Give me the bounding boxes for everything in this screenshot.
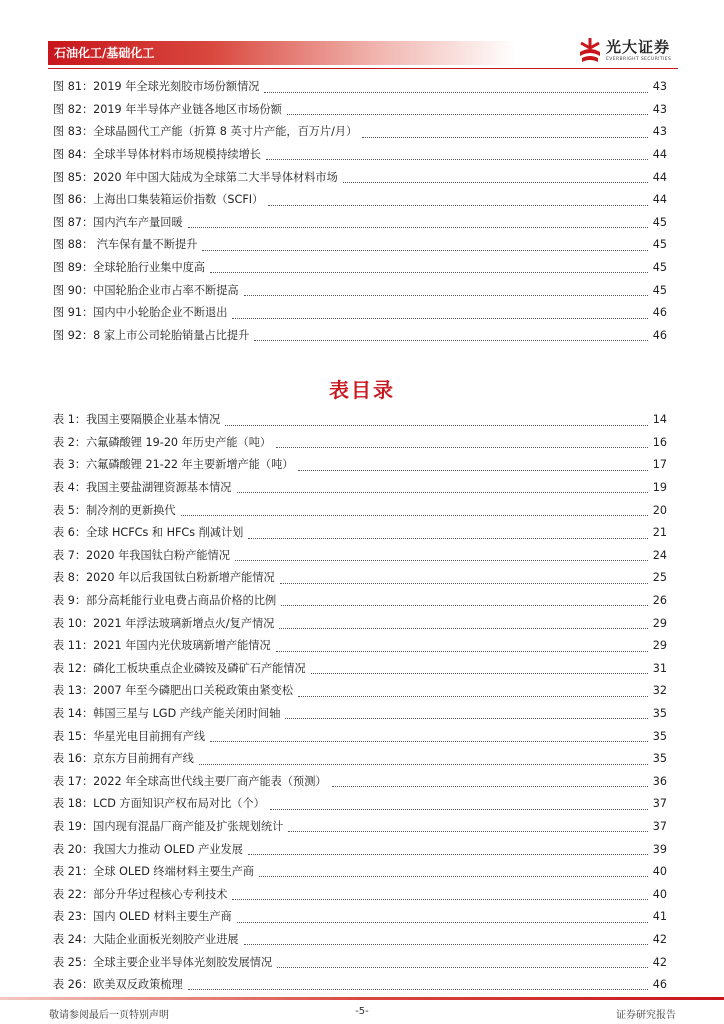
toc-entry-page: 45	[652, 283, 667, 297]
table-toc-entry[interactable]	[53, 567, 667, 590]
dot-leader	[311, 672, 648, 674]
toc-entry-page: 14	[652, 413, 667, 427]
dot-leader	[268, 204, 648, 206]
dot-leader	[277, 966, 648, 968]
dot-leader	[244, 943, 648, 945]
table-toc-entry[interactable]	[53, 522, 667, 545]
figure-toc-entry[interactable]	[53, 121, 667, 144]
dot-leader	[232, 898, 648, 900]
dot-leader	[266, 158, 648, 160]
table-toc-entry[interactable]	[53, 658, 667, 681]
dot-leader	[362, 136, 648, 138]
table-toc-entry[interactable]	[53, 612, 667, 635]
figure-toc-entry[interactable]	[53, 189, 667, 212]
toc-entry-label: 表 19：国内现有混晶厂商产能及扩张规划统计	[53, 819, 284, 833]
figure-toc-entry[interactable]	[53, 144, 667, 167]
page-footer	[0, 1006, 724, 1022]
figure-toc-entry[interactable]	[53, 212, 667, 235]
dot-leader	[188, 988, 648, 990]
table-toc-entry[interactable]	[53, 680, 667, 703]
toc-entry-label: 表 25：全球主要企业半导体光刻胶发展情况	[53, 955, 273, 969]
table-toc-entry[interactable]	[53, 545, 667, 568]
table-toc-entry[interactable]	[53, 703, 667, 726]
footer-disclaimer: 敬请参阅最后一页特别声明	[49, 1010, 169, 1021]
dot-leader	[287, 113, 648, 115]
toc-entry-page: 40	[652, 887, 667, 901]
dot-leader	[285, 717, 648, 719]
table-toc-entry[interactable]	[53, 861, 667, 884]
toc-entry-label: 图 82：2019 年半导体产业链各地区市场份额	[53, 102, 282, 116]
toc-entry-label: 表 20：我国大力推动 OLED 产业发展	[53, 842, 243, 856]
toc-entry-label: 图 87：国内汽车产量回暖	[53, 215, 183, 229]
dot-leader	[332, 785, 648, 787]
toc-entry-page: 32	[652, 684, 667, 698]
dot-leader	[232, 317, 648, 319]
dot-leader	[188, 226, 648, 228]
page-number: -5-	[355, 1006, 369, 1017]
header-category: 石油化工/基础化工	[54, 46, 155, 60]
toc-entry-label: 表 6：全球 HCFCs 和 HFCs 削减计划	[53, 526, 244, 540]
table-toc-entry[interactable]	[53, 477, 667, 500]
company-logo	[578, 36, 690, 68]
toc-entry-label: 表 17：2022 年全球高世代线主要厂商产能表（预测）	[53, 774, 327, 788]
toc-entry-page: 43	[652, 125, 667, 139]
table-toc-entry[interactable]	[53, 793, 667, 816]
table-toc-entry[interactable]	[53, 590, 667, 613]
toc-entry-label: 图 85：2020 年中国大陆成为全球第二大半导体材料市场	[53, 170, 338, 184]
toc-entry-label: 图 84：全球半导体材料市场规模持续增长	[53, 148, 261, 162]
table-toc-entry[interactable]	[53, 929, 667, 952]
toc-entry-label: 表 18：LCD 方面知识产权布局对比（个）	[53, 797, 265, 811]
toc-entry-page: 29	[652, 639, 667, 653]
toc-entry-page: 39	[652, 842, 667, 856]
table-toc-entry[interactable]	[53, 883, 667, 906]
toc-entry-page: 46	[652, 978, 667, 992]
toc-entry-page: 21	[652, 526, 667, 540]
table-toc-entry[interactable]	[53, 838, 667, 861]
dot-leader	[270, 808, 648, 810]
dot-leader	[181, 514, 648, 516]
toc-entry-page: 45	[652, 238, 667, 252]
toc-entry-label: 图 92：8 家上市公司轮胎销量占比提升	[53, 328, 250, 342]
dot-leader	[281, 604, 648, 606]
dot-leader	[280, 582, 648, 584]
toc-entry-page: 37	[652, 797, 667, 811]
toc-entry-label: 表 5：制冷剂的更新换代	[53, 503, 176, 517]
table-toc-entry[interactable]	[53, 974, 667, 997]
toc-entry-label: 表 3：六氟磷酸锂 21-22 年主要新增产能（吨）	[53, 458, 294, 472]
logo-chinese-name: 光大证券	[606, 38, 671, 56]
toc-entry-label: 表 15：华星光电目前拥有产线	[53, 729, 206, 743]
toc-entry-page: 36	[652, 774, 667, 788]
dot-leader	[264, 91, 648, 93]
toc-entry-label: 图 81：2019 年全球光刻胶市场份额情况	[53, 80, 260, 94]
toc-entry-label: 图 86：上海出口集装箱运价指数（SCFI）	[53, 193, 264, 207]
toc-entry-label: 图 88： 汽车保有量不断提升	[53, 238, 198, 252]
dot-leader	[199, 763, 648, 765]
table-toc-entry[interactable]	[53, 409, 667, 432]
toc-entry-label: 表 26：欧美双反政策梳理	[53, 978, 183, 992]
page-header	[0, 0, 724, 70]
toc-entry-label: 表 10：2021 年浮法玻璃新增点火/复产情况	[53, 616, 275, 630]
toc-entry-page: 35	[652, 729, 667, 743]
header-rule	[48, 68, 678, 69]
toc-entry-page: 42	[652, 932, 667, 946]
footer-bar	[0, 997, 724, 1000]
toc-entry-page: 45	[652, 261, 667, 275]
figure-list	[53, 76, 667, 347]
toc-entry-label: 图 83：全球晶圆代工产能（折算 8 英寸片产能，百万片/月）	[53, 125, 358, 139]
logo-mark-icon	[578, 38, 602, 64]
dot-leader	[237, 491, 649, 493]
toc-entry-page: 24	[652, 548, 667, 562]
table-toc-entry[interactable]	[53, 454, 667, 477]
figure-toc-entry[interactable]	[53, 325, 667, 348]
dot-leader	[244, 294, 648, 296]
dot-leader	[259, 875, 648, 877]
figure-toc-entry[interactable]	[53, 166, 667, 189]
dot-leader	[210, 740, 648, 742]
toc-entry-label: 表 7：2020 年我国钛白粉产能情况	[53, 548, 230, 562]
toc-entry-label: 图 89：全球轮胎行业集中度高	[53, 261, 206, 275]
toc-entry-page: 43	[652, 80, 667, 94]
toc-entry-page: 19	[652, 481, 667, 495]
dot-leader	[248, 853, 648, 855]
table-toc-entry[interactable]	[53, 499, 667, 522]
dot-leader	[343, 181, 648, 183]
dot-leader	[235, 559, 648, 561]
figure-toc-entry[interactable]	[53, 234, 667, 257]
toc-entry-label: 表 21：全球 OLED 终端材料主要生产商	[53, 865, 255, 879]
table-section-title: 表目录	[329, 378, 395, 402]
toc-entry-label: 表 1：我国主要隔膜企业基本情况	[53, 413, 221, 427]
toc-entry-label: 表 9：部分高耗能行业电费占商品价格的比例	[53, 594, 277, 608]
toc-entry-page: 25	[652, 571, 667, 585]
toc-entry-label: 表 16：京东方目前拥有产线	[53, 752, 194, 766]
toc-entry-page: 44	[652, 148, 667, 162]
toc-entry-page: 35	[652, 752, 667, 766]
table-toc-entry[interactable]	[53, 906, 667, 929]
toc-entry-page: 29	[652, 616, 667, 630]
dot-leader	[248, 537, 648, 539]
table-list	[53, 409, 667, 996]
toc-entry-label: 表 23：国内 OLED 材料主要生产商	[53, 910, 232, 924]
toc-entry-page: 31	[652, 661, 667, 675]
footer-report-type: 证券研究报告	[616, 1010, 676, 1021]
table-toc-entry[interactable]	[53, 432, 667, 455]
figure-toc-entry[interactable]	[53, 99, 667, 122]
table-toc-entry[interactable]	[53, 771, 667, 794]
toc-entry-page: 20	[652, 503, 667, 517]
toc-entry-page: 42	[652, 955, 667, 969]
toc-entry-page: 16	[652, 435, 667, 449]
toc-entry-label: 表 8：2020 年以后我国钛白粉新增产能情况	[53, 571, 275, 585]
toc-entry-page: 35	[652, 707, 667, 721]
toc-entry-page: 46	[652, 328, 667, 342]
figure-toc-entry[interactable]	[53, 76, 667, 99]
toc-entry-label: 表 11：2021 年国内光伏玻璃新增产能情况	[53, 639, 271, 653]
toc-entry-page: 41	[652, 910, 667, 924]
toc-entry-page: 37	[652, 819, 667, 833]
dot-leader	[279, 627, 648, 629]
toc-entry-page: 43	[652, 102, 667, 116]
dot-leader	[276, 650, 648, 652]
toc-entry-label: 表 14：韩国三星与 LGD 产线产能关闭时间轴	[53, 707, 281, 721]
toc-entry-label: 图 91：国内中小轮胎企业不断退出	[53, 306, 228, 320]
table-toc-entry[interactable]	[53, 951, 667, 974]
toc-entry-page: 44	[652, 170, 667, 184]
toc-entry-label: 表 13：2007 年至今磷肥出口关税政策由紧变松	[53, 684, 294, 698]
dot-leader	[237, 921, 648, 923]
toc-entry-label: 表 24：大陆企业面板光刻胶产业进展	[53, 932, 239, 946]
dot-leader	[210, 271, 648, 273]
dot-leader	[276, 446, 648, 448]
toc-entry-page: 44	[652, 193, 667, 207]
toc-entry-label: 图 90：中国轮胎企业市占率不断提高	[53, 283, 239, 297]
figure-toc-entry[interactable]	[53, 257, 667, 280]
dot-leader	[254, 339, 648, 341]
figure-toc-entry[interactable]	[53, 279, 667, 302]
toc-entry-page: 17	[652, 458, 667, 472]
figure-toc-entry[interactable]	[53, 302, 667, 325]
toc-entry-label: 表 4：我国主要盐湖锂资源基本情况	[53, 481, 232, 495]
logo-english-name: EVERBRIGHT SECURITIES	[606, 57, 672, 62]
toc-entry-page: 26	[652, 594, 667, 608]
dot-leader	[298, 695, 648, 697]
toc-entry-page: 46	[652, 306, 667, 320]
table-toc-entry[interactable]	[53, 725, 667, 748]
dot-leader	[202, 249, 648, 251]
toc-entry-label: 表 2：六氟磷酸锂 19-20 年历史产能（吨）	[53, 435, 272, 449]
toc-entry-label: 表 22：部分升华过程核心专利技术	[53, 887, 228, 901]
toc-entry-page: 40	[652, 865, 667, 879]
dot-leader	[288, 830, 648, 832]
dot-leader	[298, 469, 648, 471]
table-toc-entry[interactable]	[53, 748, 667, 771]
toc-entry-label: 表 12：磷化工板块重点企业磷铵及磷矿石产能情况	[53, 661, 306, 675]
dot-leader	[225, 424, 648, 426]
toc-entry-page: 45	[652, 215, 667, 229]
table-toc-entry[interactable]	[53, 635, 667, 658]
table-toc-entry[interactable]	[53, 816, 667, 839]
